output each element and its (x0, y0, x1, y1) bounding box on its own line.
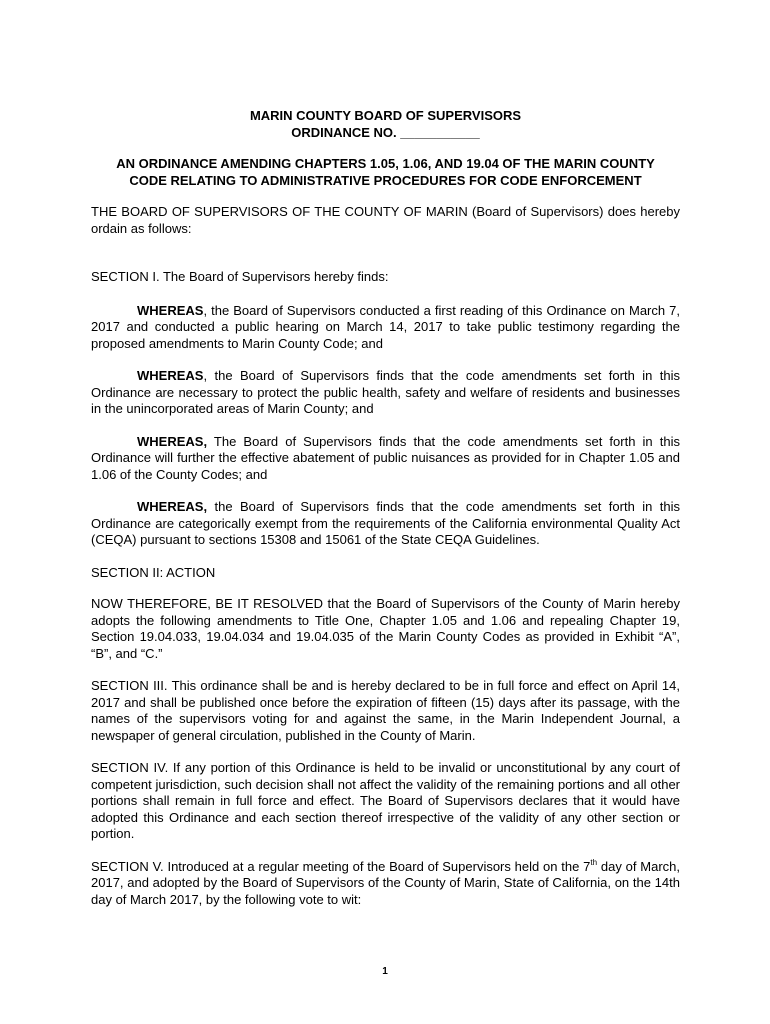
section-1-heading: SECTION I. The Board of Supervisors hereby finds: (91, 269, 389, 284)
ordinance-number: ORDINANCE NO. ___________ (291, 124, 480, 140)
whereas-lead: WHEREAS, (137, 433, 208, 449)
whereas-paragraph-1 (91, 303, 680, 353)
section-2-paragraph: NOW THEREFORE, BE IT RESOLVED that the Board of Supervisors of the County of Marin hereby adopts the following amendments to Title One, Chapter 1.05 and 1.06 and repealing Chapter 19, Section 19.04.033, 19.04.034 and 19.04.035 of the Marin County Codes as provided in Exhibit “A”, “B”, and “C.” (91, 596, 680, 661)
whereas-text: The Board of Supervisors finds that the code amendments set forth in this Ordinance will further the effective abatement of public nuisances as provided for in Chapter 1.05 and 1.06 of the County Codes; and (91, 433, 680, 482)
page-number: 1 (382, 966, 388, 977)
ordinal-superscript: th (590, 857, 598, 867)
whereas-paragraph-2 (91, 368, 680, 418)
ordinance-title-line-2: CODE RELATING TO ADMINISTRATIVE PROCEDURES FOR CODE ENFORCEMENT (129, 172, 642, 188)
intro-paragraph: THE BOARD OF SUPERVISORS OF THE COUNTY OF MARIN (Board of Supervisors) does hereby ordain as follows: (91, 204, 680, 236)
section-5-paragraph (91, 859, 680, 909)
whereas-text: , the Board of Supervisors finds that the code amendments set forth in this Ordinance are necessary to protect the public health, safety and welfare of residents and businesses in the unincorporated areas of Marin County; and (91, 368, 680, 416)
whereas-lead: WHEREAS (137, 302, 204, 318)
section-5-text-end: day of March, 2017, and adopted by the Board of Supervisors of the County of Marin, State of California, on the 14th day of March 2017, by the following vote to wit: (91, 858, 680, 907)
board-heading: MARIN COUNTY BOARD OF SUPERVISORS (249, 108, 522, 123)
document-body (91, 108, 680, 924)
section-4-paragraph: SECTION IV. If any portion of this Ordinance is held to be invalid or unconstitutional by any court of competent jurisdiction, such decision shall not affect the validity of the remaining portions and all other portions shall remain in full force and effect. The Board of Supervisors declares that it would have adopted this Ordinance and each section thereof irrespective of the validity of any other section or portion. (91, 760, 680, 841)
whereas-lead: WHEREAS, (137, 499, 208, 514)
whereas-lead: WHEREAS (137, 368, 204, 383)
whereas-text: the Board of Supervisors finds that the code amendments set forth in this Ordinance are categorically exempt from the requirements of the California environmental Quality Act (CEQA) pursuant to sections 15308 and 15061 of the State CEQA Guidelines. (91, 499, 680, 547)
whereas-text: , the Board of Supervisors conducted a first reading of this Ordinance on March 7, 2017 and conducted a public hearing on March 14, 2017 to take public testimony regarding the proposed amendments to Marin County Code; and (91, 302, 680, 351)
section-5-text-start: SECTION V. Introduced at a regular meeting of the Board of Supervisors held on the 7 (91, 858, 591, 874)
whereas-paragraph-3 (91, 434, 680, 484)
whereas-paragraph-4 (91, 499, 680, 549)
ordinance-title (91, 156, 680, 189)
section-3-paragraph: SECTION III. This ordinance shall be and is hereby declared to be in full force and effect on April 14, 2017 and shall be published once before the expiration of fifteen (15) days after its passage, with the names of the supervisors voting for and against the same, in the Marin Independent Journal, a newspaper of general circulation, published in the County of Marin. (91, 678, 680, 743)
ordinance-title-line-1: AN ORDINANCE AMENDING CHAPTERS 1.05, 1.06, AND 19.04 OF THE MARIN COUNTY (116, 156, 655, 171)
section-2-heading: SECTION II: ACTION (91, 564, 216, 580)
